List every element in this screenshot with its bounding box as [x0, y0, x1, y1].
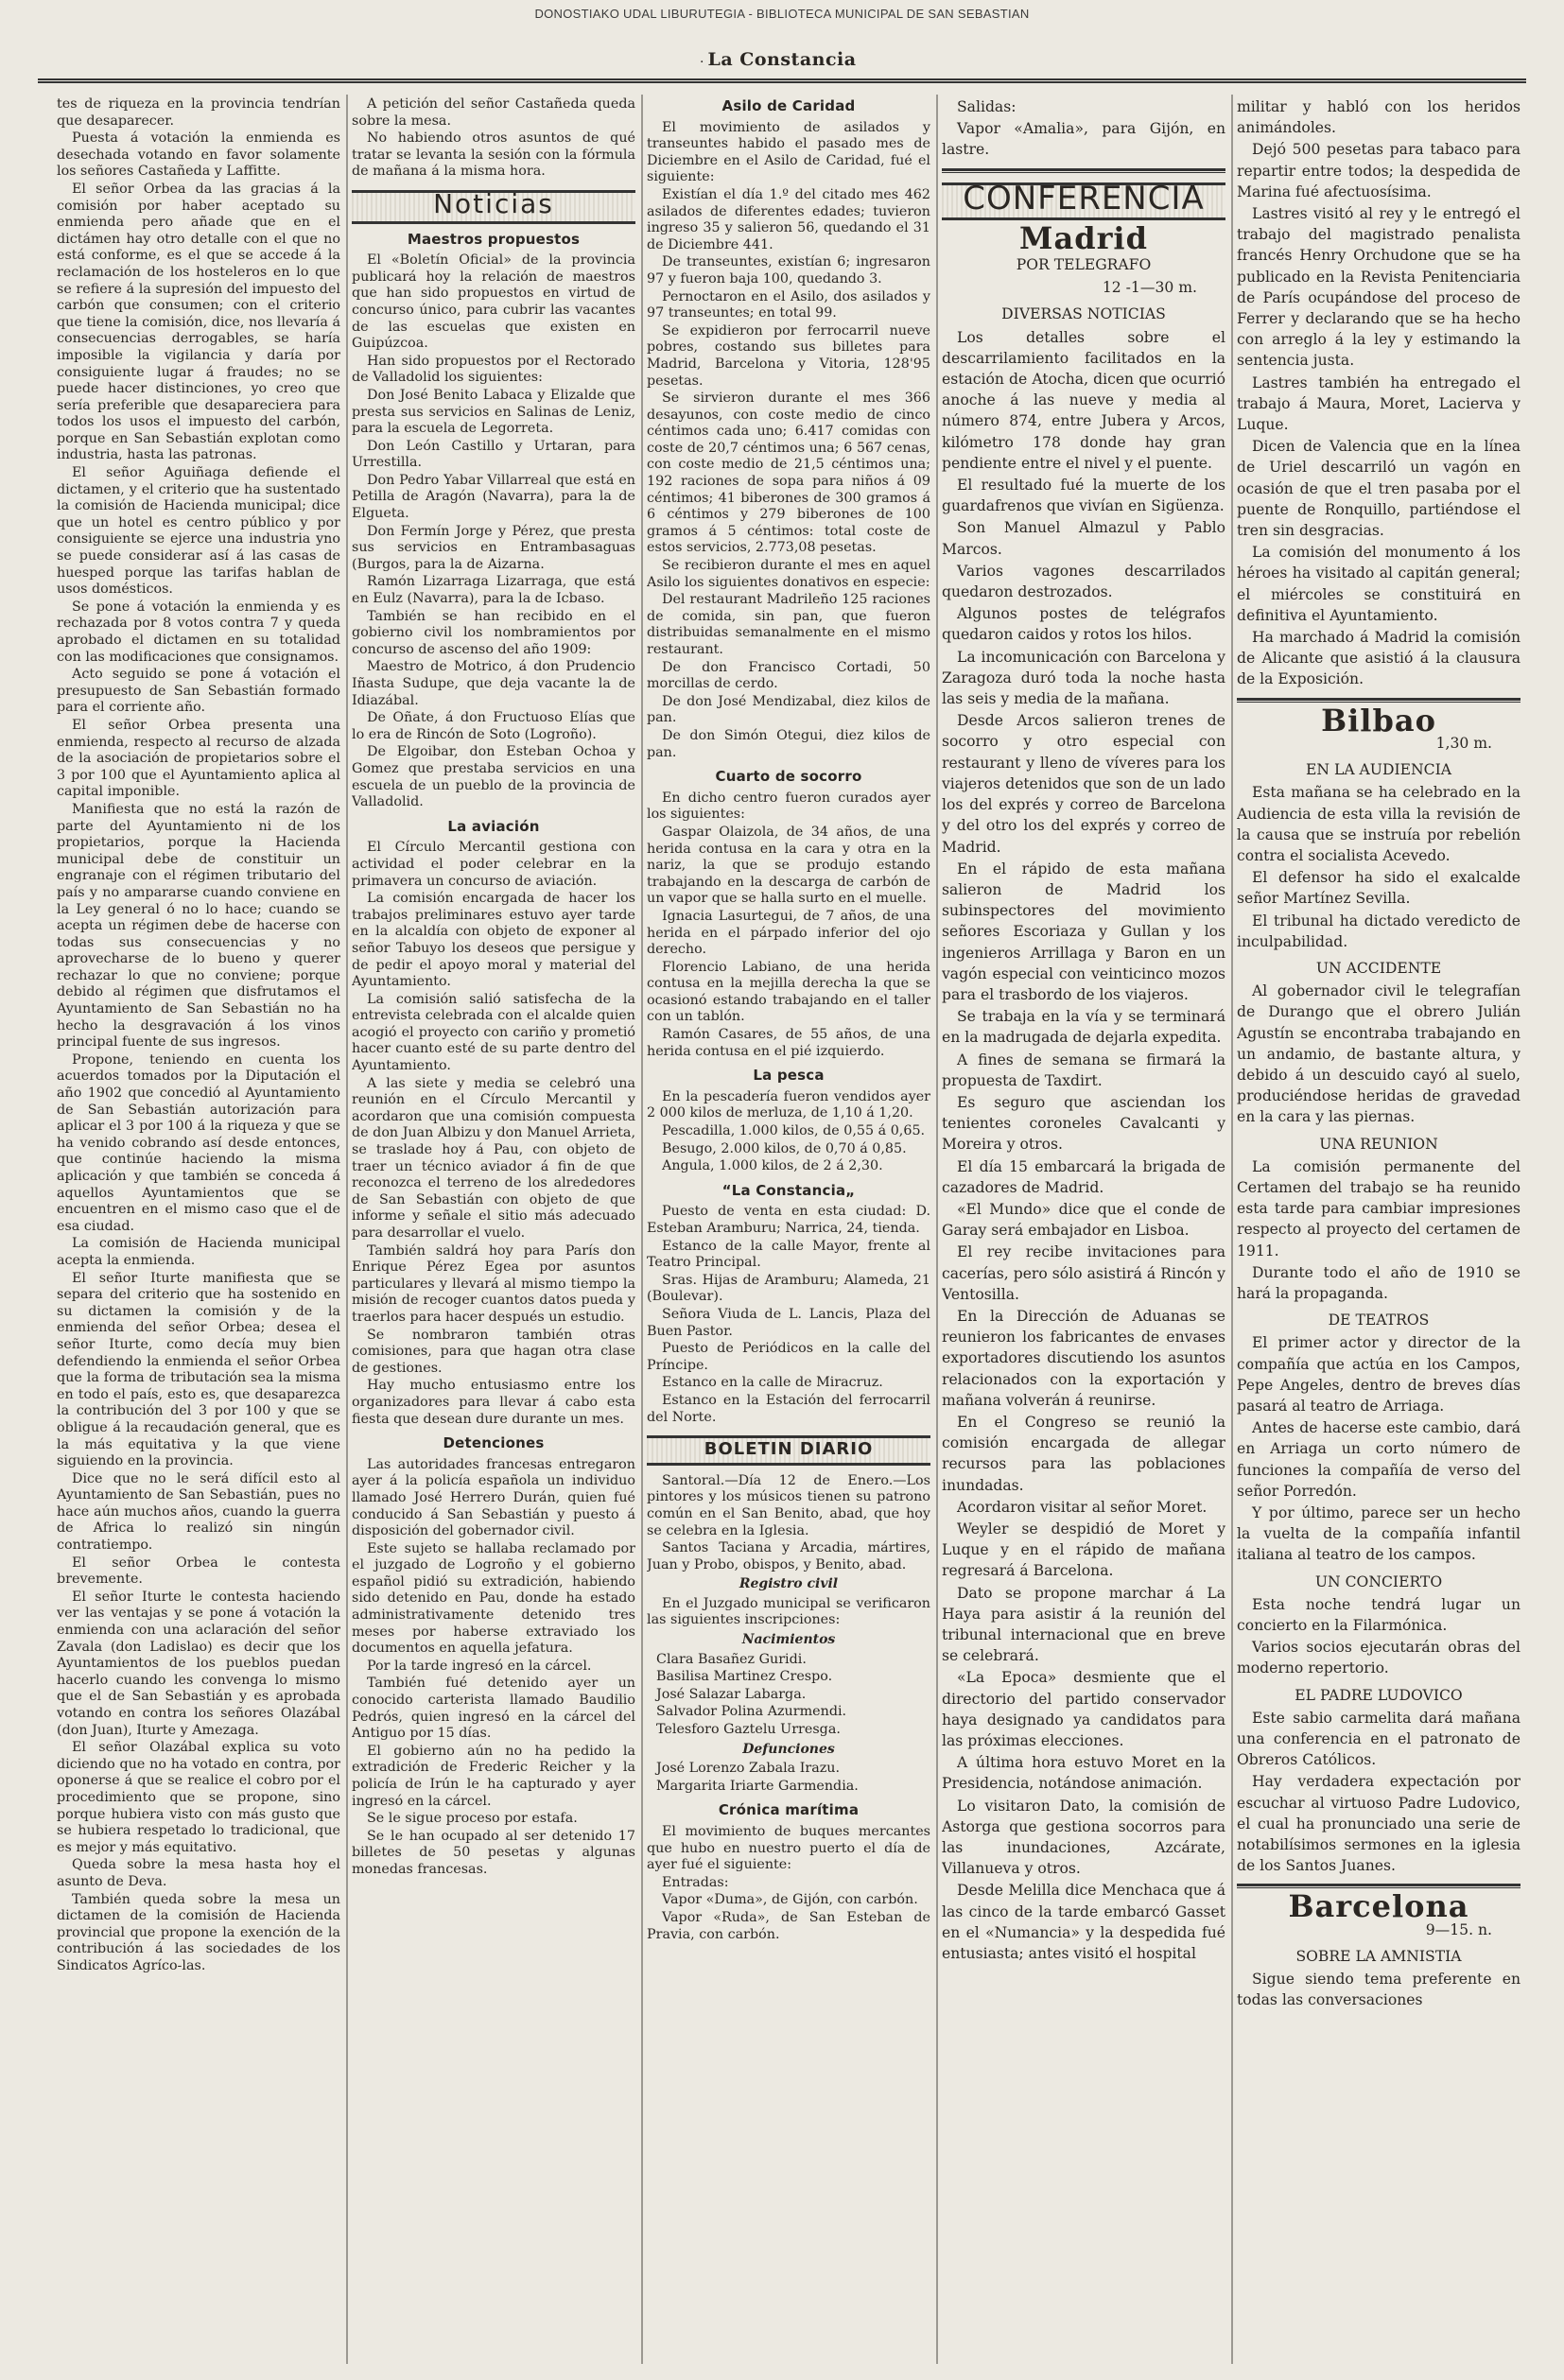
bilbao-heading: Bilbao — [1321, 702, 1436, 738]
paragraph: El tribunal ha dictado veredicto de inculpabilidad. — [1237, 912, 1521, 950]
accidente-text — [1237, 981, 1521, 1127]
teatros-heading: DE TEATROS — [1328, 1312, 1430, 1329]
ludovico-text — [1237, 1708, 1521, 1877]
paragraph: Existían el día 1.º del citado mes 462 asilados de diferentes edades; tuvieron ingreso 35 y salieron 56, quedando el 31 de Diciembre 441. — [647, 186, 930, 252]
madrid-news-text — [942, 327, 1225, 1965]
paragraph: La comisión salió satisfecha de la entrevista celebrada con el alcalde quien acogió el proyecto con cariño y prometió hacer cuanto esté de su parte dentro del Ayuntamiento. — [352, 991, 635, 1074]
paragraph: A las siete y media se celebró una reunión en el Círculo Mercantil y acordaron que una comisión compuesta de don Juan Albizu y don Manuel Arrieta, se traslade hoy á Pau, con objeto de traer un técnico aviador á fin de que reconozca el terreno de los alrededores de San Sebastián con objeto de que informe y señale el sitio más adecuado para desarrollar el vuelo. — [352, 1075, 635, 1241]
paragraph: Es seguro que asciendan los tenientes coroneles Cavalcanti y Moreira y otros. — [942, 1093, 1225, 1154]
paragraph: Antes de hacerse este cambio, dará en Arriaga un corto número de funciones la compañía de verso del señor Porredón. — [1237, 1419, 1521, 1500]
paragraph: Basilisa Martinez Crespo. — [656, 1669, 833, 1685]
paragraph: El defensor ha sido el exalcalde señor Martínez Sevilla. — [1237, 869, 1521, 908]
constancia-text — [647, 1204, 930, 1426]
column-rule — [936, 95, 938, 2364]
paragraph: militar y habló con los heridos animándoles. — [1237, 98, 1521, 137]
paragraph: La comisión del monumento á los héroes ha visitado al capitán general; el miércoles se constituirá en definitiva el Ayuntamiento. — [1237, 544, 1521, 624]
paragraph: Besugo, 2.000 kilos, de 0,70 á 0,85. — [662, 1140, 907, 1156]
boletin-banner-label: BOLETIN DIARIO — [704, 1439, 874, 1460]
paragraph: Maestro de Motrico, á don Prudencio Iñasta Sudupe, que deja vacante la de Idiazábal. — [352, 659, 635, 708]
madrid-heading: Madrid — [1019, 219, 1148, 256]
paragraph: A fines de semana se firmará la propuesta de Taxdirt. — [942, 1051, 1225, 1089]
defunciones-list — [647, 1761, 930, 1795]
diputacion-session-text — [57, 96, 340, 1975]
paragraph: Este sabio carmelita dará mañana una conferencia en el patronato de Obreros Católicos. — [1237, 1709, 1521, 1769]
paragraph: Dice que no le será difícil esto al Ayuntamiento de San Sebastián, pues no hace aún muchos años, cuando la guerra de Africa lo realizó sin ningún contratiempo. — [57, 1470, 340, 1554]
paragraph: Estanco en la Estación del ferrocarril del Norte. — [647, 1392, 930, 1425]
paragraph: Don Fermín Jorge y Pérez, que presta sus servicios en Entrambasaguas (Burgos, para la de Aizarna. — [352, 523, 635, 572]
paper-title: La Constancia — [707, 49, 857, 70]
paragraph: Varios vagones descarrilados quedaron destrozados. — [942, 562, 1225, 601]
paragraph: Se pone á votación la enmienda y es rechazada por 8 votos contra 7 y queda aprobado el dictamen en su totalidad con las modificaciones que consignamos. — [57, 599, 340, 665]
paragraph: Lastres también ha entregado el trabajo á Maura, Moret, Lacierva y Luque. — [1237, 374, 1521, 434]
paragraph: El señor Iturte manifiesta que se separa del criterio que ha sostenido en su dictamen la comisión y de la enmienda del señor Orbea; desea el señor Iturte, como decía muy bien defendiendo la enmienda el señor Orbea que la forma de tributación sea la misma en todo el país, esto es, que desaparezca la contribución del 3 por 100 y que se obligue á la recaudación general, que es la más equitativa y la que viene siguiendo en la provincia. — [57, 1270, 340, 1469]
paragraph: El resultado fué la muerte de los guardafrenos que vivían en Sigüenza. — [942, 477, 1225, 515]
paragraph: Don Pedro Yabar Villarreal que está en Petilla de Aragón (Navarra), para la de Elgueta. — [352, 472, 635, 522]
paragraph: El señor Orbea da las gracias á la comisión por haber aceptado su enmienda pero añade que en el dictámen hay otro detalle con el que no está conforme, es el que se accede á la reclamación de los hosteleros en lo que se refiere á la supresión del impuesto del carbón que consumen; con el criterio que tiene la comisión, dice, nos llevaría á consecuencias derrogables, se haría imposible la vigilancia y daría por consiguiente lugar á fraudes; no se puede hacer distinciones, yo creo que sería preferible que desapareciera para todos los usos el impuesto del carbón, porque en San Sebastián explotan como industria, hasta las patronas. — [57, 181, 340, 463]
column-4 — [942, 96, 1225, 2375]
cronica-text — [647, 1824, 930, 1943]
paragraph: El señor Aguiñaga defiende el dictamen, y el criterio que ha sustentado la comisión de Hacienda municipal; dice que un hotel es centro público y por consiguiente se ejerce una industria yno se puede considerar así á las casas de huesped porque las tarifas hablan de usos domésticos. — [57, 465, 340, 598]
paragraph: Don José Benito Labaca y Elizalde que presta sus servicios en Salinas de Leniz, para la escuela de Legorreta. — [352, 387, 635, 437]
paragraph: También queda sobre la mesa un dictamen de la comisión de Hacienda provincial que propone la exención de la contribución á las sociedades de los Sindicatos Agríco-las. — [57, 1891, 340, 1973]
paragraph: También fué detenido ayer un conocido carterista llamado Baudilio Pedrós, quien ingresó en la cárcel del Antiguo por 15 días. — [352, 1676, 635, 1742]
paragraph: La comisión permanente del Certamen del trabajo se ha reunido esta tarde para cambiar impresiones respecto al proyecto del certamen de 1911. — [1237, 1157, 1521, 1259]
column-rule — [1231, 95, 1233, 2364]
paragraph: En el Congreso se reunió la comisión encargada de allegar recursos para las poblaciones inundadas. — [942, 1413, 1225, 1494]
paragraph: Han sido propuestos por el Rectorado de Valladolid los siguientes: — [352, 353, 635, 386]
nacimientos-heading: Nacimientos — [741, 1632, 836, 1648]
paragraph: José Lorenzo Zabala Irazu. — [656, 1761, 841, 1777]
paragraph: Don León Castillo y Urtaran, para Urrestilla. — [352, 438, 635, 471]
concierto-text — [1237, 1594, 1521, 1679]
paragraph: La comisión encargada de hacer los trabajos preliminares estuvo ayer tarde en la alcaldía con objeto de exponer al señor Tabuyo los deseos que persigue y de pedir el apoyo moral y material del Ayuntamiento. — [352, 891, 635, 990]
nacimientos-list — [647, 1652, 930, 1739]
paragraph: Ha marchado á Madrid la comisión de Alicante que asistió á la clausura de la Exposición. — [1237, 629, 1521, 688]
concierto-heading: UN CONCIERTO — [1314, 1572, 1443, 1590]
paragraph: Estanco de la calle Mayor, frente al Teatro Principal. — [647, 1238, 930, 1271]
paragraph: El señor Olazábal explica su voto diciendo que no ha votado en contra, por oponerse á que se realice el cobro por el procedimiento que se propone, sino porque hubiera visto con más gusto que se hubiera respetado lo tradicional, que es mejor y más equitativo. — [57, 1740, 340, 1855]
paragraph: Salidas: — [957, 98, 1017, 115]
paragraph: Sigue siendo tema preferente en todas las conversaciones — [1237, 1971, 1521, 2009]
paragraph: Desde Arcos salieron trenes de socorro y otro especial con restaurant y lleno de víveres para los viajeros detenidos que son de un lado los del exprés y correo de Barcelona y del otro los del exprés y correo de Madrid. — [942, 712, 1225, 856]
paragraph: Señora Viuda de L. Lancis, Plaza del Buen Pastor. — [647, 1306, 930, 1339]
paragraph: Hay verdadera expectación por escuchar al virtuoso Padre Ludovico, el cual ha pronunciado una serie de notabilísimos sermones en la iglesia de los Santos Juanes. — [1237, 1773, 1521, 1875]
paragraph: Se nombraron también otras comisiones, para que hagan otra clase de gestiones. — [352, 1327, 635, 1376]
salidas-text — [942, 96, 1225, 161]
paragraph: José Salazar Labarga. — [656, 1686, 807, 1702]
reunion-heading: UNA REUNION — [1319, 1135, 1438, 1153]
paragraph: Manifiesta que no está la razón de parte del Ayuntamiento ni de los propietarios, porque la Hacienda municipal debe de constituir un engranaje con el régimen tributario del país y no ampararse cuando conviene en la Ley general ó no lo hace; cuando se acepta un régimen debe de hacerse con todas sus consecuencias y no aprovecharse de lo bueno y querer rechazar lo que no conviene; porque debido al régimen que disfrutamos el Ayuntamiento de San Sebastián no ha hecho la desgravación á los vinos principal fuente de sus ingresos. — [57, 801, 340, 1051]
paragraph: De Elgoibar, don Esteban Ochoa y Gomez que prestaba servicios en una escuela de un pueblo de la provincia de Valladolid. — [352, 744, 635, 810]
paragraph: Dato se propone marchar á La Haya para asistir á la reunión del tribunal internacional que en breve se celebrará. — [942, 1584, 1225, 1665]
paragraph: Telesforo Gaztelu Urresga. — [656, 1722, 841, 1738]
paragraph: Queda sobre la mesa hasta hoy el asunto de Deva. — [57, 1857, 340, 1889]
madrid-time: 12 -1—30 m. — [1102, 279, 1197, 297]
madrid-news-continued — [1237, 96, 1521, 690]
pesca-text — [647, 1089, 930, 1175]
paragraph: En el rápido de esta mañana salieron de Madrid los subinspectores del movimiento señores Escoriaza y Gullan y los ingenieros Arrillaga y Baron en un vagón especial con veinticinco mozos para el trasbordo de los viajeros. — [942, 860, 1225, 1003]
paragraph: Salvador Polina Azurmendi. — [656, 1704, 847, 1720]
maestros-heading: Maestros propuestos — [407, 230, 581, 248]
paragraph: En dicho centro fueron curados ayer los siguientes: — [647, 790, 930, 823]
paragraph: Weyler se despidió de Moret y Luque y en el rápido de mañana regresará á Barcelona. — [942, 1520, 1225, 1580]
paragraph: Los detalles sobre el descarrilamiento facilitados en la estación de Atocha, dicen que ocurrió anoche á las nueve y media al número 874, entre Jubera y Arcos, kilómetro 178 donde hay gran pendiente entre el nivel y el puente. — [942, 328, 1225, 472]
paragraph: Este sujeto se hallaba reclamado por el juzgado de Logroño y el gobierno español pidió su extradición, habiendo sido detenido en Pau, donde ha estado administrativamente detenido tres meses por haberse extraviado los documentos en aquella jefatura. — [352, 1540, 635, 1657]
paragraph: El gobierno aún no ha pedido la extradición de Frederic Reicher y la policía de Irún le ha capturado y ayer ingresó en la cárcel. — [352, 1743, 635, 1809]
paragraph: Margarita Iriarte Garmendia. — [656, 1778, 859, 1794]
library-header: DONOSTIAKO UDAL LIBURUTEGIA - BIBLIOTECA MUNICIPAL DE SAN SEBASTIAN — [534, 7, 1030, 21]
paragraph: Vapor «Amalia», para Gijón, en lastre. — [942, 120, 1225, 159]
paragraph: Hay mucho entusiasmo entre los organizadores para llevar á cabo esta fiesta que desean dure durante un mes. — [352, 1378, 635, 1427]
paragraph: Angula, 1.000 kilos, de 2 á 2,30. — [662, 1158, 883, 1174]
paragraph: Son Manuel Almazul y Pablo Marcos. — [942, 519, 1225, 558]
masthead — [38, 45, 1526, 83]
paragraph: «El Mundo» dice que el conde de Garay será embajador en Lisboa. — [942, 1200, 1225, 1240]
paragraph: Pescadilla, 1.000 kilos, de 0,55 á 0,65. — [662, 1123, 926, 1139]
reunion-text — [1237, 1156, 1521, 1304]
paragraph: El señor Iturte le contesta haciendo ver las ventajas y se pone á votación la enmienda con una aclaración del señor Zavala (don Ladislao) es decir que los Ayuntamientos de los pueblos puedan hacerlo cuando les convenga lo mismo que el de San Sebastián y es aprobada votando en contra los señores Olazábal (don Juan), Iturte y Amezaga. — [57, 1589, 340, 1738]
paragraph: Gaspar Olaizola, de 34 años, de una herida contusa en la cara y otra en la nariz, la que se produjo estando trabajando en la descarga de carbón de un vapor que se halla surto en el muelle. — [647, 824, 930, 907]
paragraph: De don Francisco Cortadi, 50 morcillas de cerdo. — [647, 659, 930, 692]
socorro-heading: Cuarto de socorro — [715, 768, 862, 786]
constancia-heading: “La Constancia„ — [721, 1181, 856, 1199]
paragraph: Dicen de Valencia que en la línea de Uriel descarriló un vagón en ocasión de que el tren pasaba por el puente de Ronquillo, partiéndose el tren sin desgracias. — [1237, 438, 1521, 540]
paragraph: Acto seguido se pone á votación el presupuesto de San Sebastián formado para el corriente año. — [57, 667, 340, 716]
paragraph: Puesto de venta en esta ciudad: D. Esteban Aramburu; Narrica, 24, tienda. — [647, 1204, 930, 1236]
registro-intro: En el Juzgado municipal se verificaron las siguientes inscripciones: — [647, 1595, 930, 1628]
paragraph: Propone, teniendo en cuenta los acuerdos tomados por la Diputación el año 1902 que concedió al Ayuntamiento de San Sebastián autorización para aplicar el 3 por 100 á la riqueza y que se ha venido cobrando así desde entonces, que continúe haciendo la misma aplicación y que también se conceda á aquellos Ayuntamientos que se encuentren en el mismo caso que el de esa ciudad. — [57, 1051, 340, 1234]
maestros-text — [352, 252, 635, 811]
paragraph: Lastres visitó al rey y le entregó el trabajo del magistrado penalista francés Henry Orchudone que se ha publicado en la Revista Penitenciaria de París ocupándose del proceso de Ferrer y declarando que se ha hecho con arreglo á la ley y estimando la sentencia justa. — [1237, 205, 1521, 370]
paragraph: No habiendo otros asuntos de qué tratar se levanta la sesión con la fórmula de mañana á la misma hora. — [352, 130, 635, 180]
paragraph: Acordaron visitar al señor Moret. — [957, 1498, 1208, 1516]
paragraph: Se trabaja en la vía y se terminará en la madrugada de dejarla expedita. — [942, 1008, 1225, 1047]
paragraph: Estanco en la calle de Miracruz. — [662, 1375, 883, 1391]
paragraph: El día 15 embarcará la brigada de cazadores de Madrid. — [942, 1157, 1225, 1196]
divider — [942, 168, 1225, 173]
paragraph: Se expidieron por ferrocarril nueve pobres, costando sus billetes para Madrid, Barcelona y Vitoria, 128'95 pesetas. — [647, 322, 930, 389]
paragraph: Esta noche tendrá lugar un concierto en la Filarmónica. — [1237, 1595, 1521, 1635]
paragraph: Algunos postes de telégrafos quedaron caidos y rotos los hilos. — [942, 605, 1225, 644]
column-3 — [647, 96, 930, 2375]
paragraph: Desde Melilla dice Menchaca que á las cinco de la tarde embarcó Gasset en el «Numancia» y la despedida fué entusiasta; antes visitó el hospital — [942, 1882, 1225, 1963]
defunciones-heading: Defunciones — [742, 1741, 835, 1757]
paragraph: Lo visitaron Dato, la comisión de Astorga que gestiona socorros para las inundaciones, Azcárate, Villanueva y otros. — [942, 1797, 1225, 1878]
audiencia-heading: EN LA AUDIENCIA — [1305, 761, 1451, 779]
asilo-heading: Asilo de Caridad — [721, 97, 856, 114]
paragraph: La comisión de Hacienda municipal acepta la enmienda. — [57, 1236, 340, 1268]
amnistia-text — [1237, 1969, 1521, 2010]
paragraph: Ignacia Lasurtegui, de 7 años, de una herida en el párpado inferior del ojo derecho. — [647, 908, 930, 958]
socorro-text — [647, 790, 930, 1061]
barcelona-time: 9—15. n. — [1425, 1920, 1492, 1938]
paragraph: El señor Orbea le contesta brevemente. — [57, 1555, 340, 1588]
column-rule — [346, 95, 348, 2364]
session-closing-text — [352, 96, 635, 181]
ludovico-heading: EL PADRE LUDOVICO — [1295, 1686, 1463, 1704]
paragraph: Puesta á votación la enmienda es desechada votando en favor solamente los señores Castañeda y Laffitte. — [57, 130, 340, 180]
paragraph: Por la tarde ingresó en la cárcel. — [367, 1658, 592, 1674]
paragraph: A última hora estuvo Moret en la Presidencia, notándose animación. — [942, 1754, 1225, 1793]
amnistia-heading: SOBRE LA AMNISTIA — [1295, 1947, 1462, 1965]
paragraph: Del restaurant Madrileño 125 raciones de comida, sin pan, que fueron distribuidas semanalmente en el mismo restaurant. — [647, 592, 930, 657]
paragraph: El Círculo Mercantil gestiona con actividad el poder celebrar en la primavera un concurso de aviación. — [352, 840, 635, 889]
aviacion-text — [352, 840, 635, 1428]
paragraph: Vapor «Ruda», de San Esteban de Pravia, con carbón. — [647, 1909, 930, 1942]
asilo-text — [647, 120, 930, 762]
boletin-text — [647, 1473, 930, 1574]
column-1 — [57, 96, 340, 2375]
paragraph: Entradas: — [662, 1874, 729, 1890]
paragraph: Se sirvieron durante el mes 366 desayunos, con coste medio de cinco céntimos cada uno; 6.417 comidas con coste de 20,7 céntimos una; 6 567 cenas, con coste medio de 21,5 céntimos una; 192 raciones de sopa para niños á 09 céntimos; 41 biberones de 300 gramos á 6 céntimos y 279 biberones de 100 gramos á 5 céntimos: total coste de estos servicios, 2.773,08 pesetas. — [647, 391, 930, 556]
conferencia-banner-label: CONFERENCIA — [963, 179, 1205, 217]
diversas-heading: DIVERSAS NOTICIAS — [1001, 305, 1166, 323]
barcelona-heading: Barcelona — [1288, 1888, 1469, 1925]
noticias-banner-label: Noticias — [433, 187, 554, 219]
paragraph: Ramón Lizarraga Lizarraga, que está en Eulz (Navarra), para la de Icbaso. — [352, 574, 635, 607]
paragraph: Se le han ocupado al ser detenido 17 billetes de 50 pesetas y algunas monedas francesas. — [352, 1828, 635, 1877]
paragraph: En la Dirección de Aduanas se reunieron los fabricantes de envases exportadores discutiendo los asuntos relacionados con la exportación y mañana volverán á reunirse. — [942, 1307, 1225, 1409]
por-telegrafo-heading: POR TELEGRAFO — [1016, 256, 1152, 274]
paragraph: Se le sigue proceso por estafa. — [367, 1811, 578, 1827]
paragraph: Las autoridades francesas entregaron ayer á la policía española un individuo llamado José Herrero Durán, quien fué conducido á San Sebastián y puesto á disposición del gobernador civil. — [352, 1456, 635, 1539]
paragraph: Esta mañana se ha celebrado en la Audiencia de esta villa la revisión de la causa que se instruía por rebelión contra el socialista Acevedo. — [1237, 784, 1521, 864]
audiencia-text — [1237, 782, 1521, 952]
paragraph: De don José Mendizabal, diez kilos de pan. — [647, 693, 930, 726]
paragraph: Se recibieron durante el mes en aquel Asilo los siguientes donativos en especie: — [647, 558, 930, 590]
column-5 — [1237, 96, 1521, 2375]
registro-heading: Registro civil — [739, 1576, 839, 1592]
paragraph: «La Epoca» desmiente que el directorio del partido conservador haya designado ya candidatos para las próximas elecciones. — [942, 1669, 1225, 1750]
paragraph: El primer actor y director de la compañía que actúa en los Campos, Pepe Angeles, dentro de breves días pasará al teatro de Arriaga. — [1237, 1334, 1521, 1415]
paragraph: Puesto de Periódicos en la calle del Príncipe. — [647, 1341, 930, 1373]
paragraph: tes de riqueza en la provincia tendrían que desaparecer. — [57, 96, 340, 129]
column-rule — [641, 95, 643, 2364]
paragraph: Dejó 500 pesetas para tabaco para repartir entre todos; la despedida de Marina fué afectuosísima. — [1237, 141, 1521, 200]
detenciones-text — [352, 1457, 635, 1879]
paragraph: El señor Orbea presenta una enmienda, respecto al recurso de alzada de la asociación de propietarios sobre el 3 por 100 que el Ayuntamiento aplica al capital imponible. — [57, 717, 340, 800]
paragraph: La incomunicación con Barcelona y Zaragoza duró toda la noche hasta las seis y media de la mañana. — [942, 648, 1225, 708]
conferencia-banner — [942, 179, 1225, 220]
paragraph: De don Simón Otegui, diez kilos de pan. — [647, 727, 930, 760]
divider — [1237, 698, 1521, 703]
paragraph: También saldrá hoy para París don Enrique Pérez Egea por asuntos particulares y llevará al mismo tiempo la misión de recoger cuantos datos pueda y traerlos para hacer después un estudio. — [352, 1242, 635, 1325]
paragraph: Y por último, parece ser un hecho la vuelta de la compañía infantil italiana al teatro de los campos. — [1237, 1504, 1521, 1564]
paragraph: Durante todo el año de 1910 se hará la propaganda. — [1237, 1263, 1521, 1302]
paragraph: El rey recibe invitaciones para cacerías, pero sólo asistirá á Rincón y Ventosilla. — [942, 1243, 1225, 1303]
bilbao-time: 1,30 m. — [1435, 734, 1492, 752]
paragraph: Santos Taciana y Arcadia, mártires, Juan y Probo, obispos, y Benito, abad. — [647, 1540, 930, 1572]
paragraph: Florencio Labiano, de una herida contusa en la mejilla derecha la que se ocasionó estando trabajando en el taller con un tablón. — [647, 959, 930, 1025]
masthead-separator: · — [700, 55, 704, 70]
paragraph: De Oñate, á don Fructuoso Elías que lo era de Rincón de Soto (Logroño). — [352, 710, 635, 742]
detenciones-heading: Detenciones — [443, 1434, 545, 1452]
paragraph: Al gobernador civil le telegrafían de Durango que el obrero Julián Agustín se encontraba trabajando en un andamio, de bastante altura, y debido á un descuido cayó al suelo, produciéndose heridas de gravedad en la cara y las piernas. — [1237, 982, 1521, 1126]
paragraph: De transeuntes, existían 6; ingresaron 97 y fueron baja 100, quedando 3. — [647, 254, 930, 287]
teatros-text — [1237, 1332, 1521, 1565]
paragraph: También se han recibido en el gobierno civil los nombramientos por concurso de ascenso del año 1909: — [352, 608, 635, 657]
paragraph: En la pescadería fueron vendidos ayer 2 000 kilos de merluza, de 1,10 á 1,20. — [647, 1088, 930, 1121]
boletin-banner — [647, 1435, 930, 1466]
paragraph: Vapor «Duma», de Gijón, con carbón. — [662, 1892, 918, 1908]
accidente-heading: UN ACCIDENTE — [1315, 959, 1442, 977]
paragraph: A petición del señor Castañeda queda sobre la mesa. — [352, 96, 635, 129]
cronica-heading: Crónica marítima — [718, 1801, 860, 1819]
paragraph: El movimiento de buques mercantes que hubo en nuestro puerto el día de ayer fué el siguiente: — [647, 1824, 930, 1873]
paragraph: Santoral.—Día 12 de Enero.—Los pintores y los músicos tienen su patrono común en el San Benito, abad, que hoy se celebra en la Iglesia. — [647, 1472, 930, 1538]
paragraph: Varios socios ejecutarán obras del moderno repertorio. — [1237, 1639, 1521, 1677]
paragraph: Sras. Hijas de Aramburu; Alameda, 21 (Boulevar). — [647, 1272, 930, 1305]
pesca-heading: La pesca — [753, 1067, 825, 1085]
paragraph: Pernoctaron en el Asilo, dos asilados y 97 transeuntes; en total 99. — [647, 288, 930, 321]
noticias-banner — [352, 187, 635, 224]
paragraph: Ramón Casares, de 55 años, de una herida contusa en el pié izquierdo. — [647, 1027, 930, 1059]
paragraph: Clara Basañez Guridi. — [656, 1651, 807, 1667]
paragraph: El movimiento de asilados y transeuntes habido el pasado mes de Diciembre en el Asilo de Caridad, fué el siguiente: — [647, 119, 930, 185]
aviacion-heading: La aviación — [447, 817, 540, 835]
column-2 — [352, 96, 635, 2375]
paragraph: El «Boletín Oficial» de la provincia publicará hoy la relación de maestros que han sido propuestos en virtud de concurso único, para cubrir las vacantes de las escuelas que existen en Guipúzcoa. — [352, 252, 635, 352]
